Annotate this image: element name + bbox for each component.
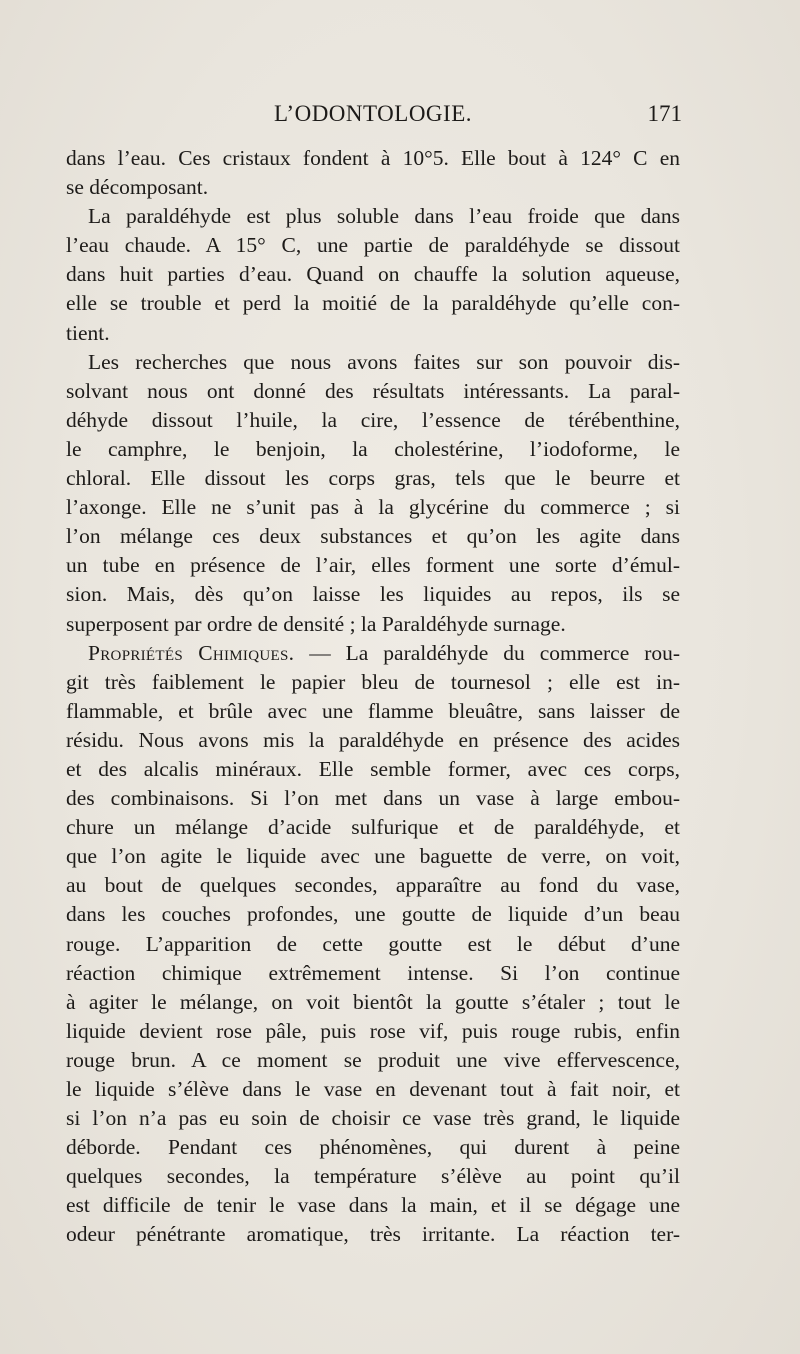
text-line: dans les couches profondes, une goutte de liquide d’un beau	[66, 902, 680, 927]
text-line: rouge brun. A ce moment se produit une vive effervescence,	[66, 1047, 680, 1072]
text-line: elle se trouble et perd la moitié de la paraldéhyde qu’elle con-	[66, 291, 680, 316]
text-line: quelques secondes, la température s’élève au point qu’il	[66, 1164, 680, 1189]
text-line: le camphre, le benjoin, la cholestérine, l’iodoforme, le	[66, 436, 680, 461]
text-line: déhyde dissout l’huile, la cire, l’essence de térébenthine,	[66, 407, 680, 432]
text-line: au bout de quelques secondes, apparaître au fond du vase,	[66, 873, 680, 898]
text-line: se décomposant.	[66, 175, 209, 200]
text-line: le liquide s’élève dans le vase en devenant tout à fait noir, et	[66, 1077, 680, 1101]
text-line: La paraldéhyde est plus soluble dans l’eau froide que dans	[88, 204, 680, 229]
text-line: git très faiblement le papier bleu de tournesol ; elle est in-	[66, 669, 680, 694]
text-line: si l’on n’a pas eu soin de choisir ce vase très grand, le liquide	[66, 1106, 680, 1131]
text-line: l’axonge. Elle ne s’unit pas à la glycérine du commerce ; si	[66, 495, 680, 520]
text-line: odeur pénétrante aromatique, très irritante. La réaction ter-	[66, 1222, 680, 1247]
text-line: chloral. Elle dissout les corps gras, tels que le beurre et	[66, 466, 680, 491]
text-line: sion. Mais, dès qu’on laisse les liquides au repos, ils se	[66, 582, 680, 607]
text-line: solvant nous ont donné des résultats intéressants. La paral-	[66, 378, 680, 403]
text-line: dans huit parties d’eau. Quand on chauffe la solution aqueuse,	[66, 262, 680, 287]
text-line: résidu. Nous avons mis la paraldéhyde en présence des acides	[66, 727, 680, 752]
text-line: Les recherches que nous avons faites sur son pouvoir dis-	[88, 349, 680, 374]
body-text	[66, 144, 680, 1250]
text-line: flammable, et brûle avec une flamme bleuâtre, sans laisser de	[66, 698, 680, 723]
text-line: superposent par ordre de densité ; la Paraldéhyde surnage.	[66, 611, 566, 636]
text-line: rouge. L’apparition de cette goutte est le début d’une	[66, 931, 680, 956]
page-number: 171	[647, 101, 682, 126]
text-line-continuation: — La paraldéhyde du commerce rou-	[309, 640, 681, 665]
running-head	[64, 101, 682, 135]
text-line	[66, 639, 680, 668]
text-line: et des alcalis minéraux. Elle semble former, avec ces corps,	[66, 756, 680, 781]
text-line: que l’on agite le liquide avec une baguette de verre, on voit,	[66, 844, 680, 869]
running-title: L’ODONTOLOGIE.	[273, 101, 472, 126]
text-line: réaction chimique extrêmement intense. Si l’on continue	[66, 960, 680, 985]
text-line: un tube en présence de l’air, elles forment une sorte d’émul-	[66, 553, 680, 578]
text-line: liquide devient rose pâle, puis rose vif, puis rouge rubis, enfin	[66, 1018, 680, 1043]
section-heading: Propriétés Chimiques.	[88, 640, 295, 665]
text-line: l’eau chaude. A 15° C, une partie de paraldéhyde se dissout	[66, 233, 680, 258]
text-line: dans l’eau. Ces cristaux fondent à 10°5. Elle bout à 124° C en	[66, 146, 680, 170]
text-line: l’on mélange ces deux substances et qu’on les agite dans	[66, 524, 680, 549]
text-line: à agiter le mélange, on voit bientôt la goutte s’étaler ; tout le	[66, 989, 680, 1014]
text-line: est difficile de tenir le vase dans la main, et il se dégage une	[66, 1193, 680, 1218]
text-line: des combinaisons. Si l’on met dans un vase à large embou-	[66, 786, 680, 811]
text-line: déborde. Pendant ces phénomènes, qui durent à peine	[66, 1135, 680, 1160]
text-line: chure un mélange d’acide sulfurique et de paraldéhyde, et	[66, 815, 680, 840]
text-line: tient.	[66, 320, 110, 345]
